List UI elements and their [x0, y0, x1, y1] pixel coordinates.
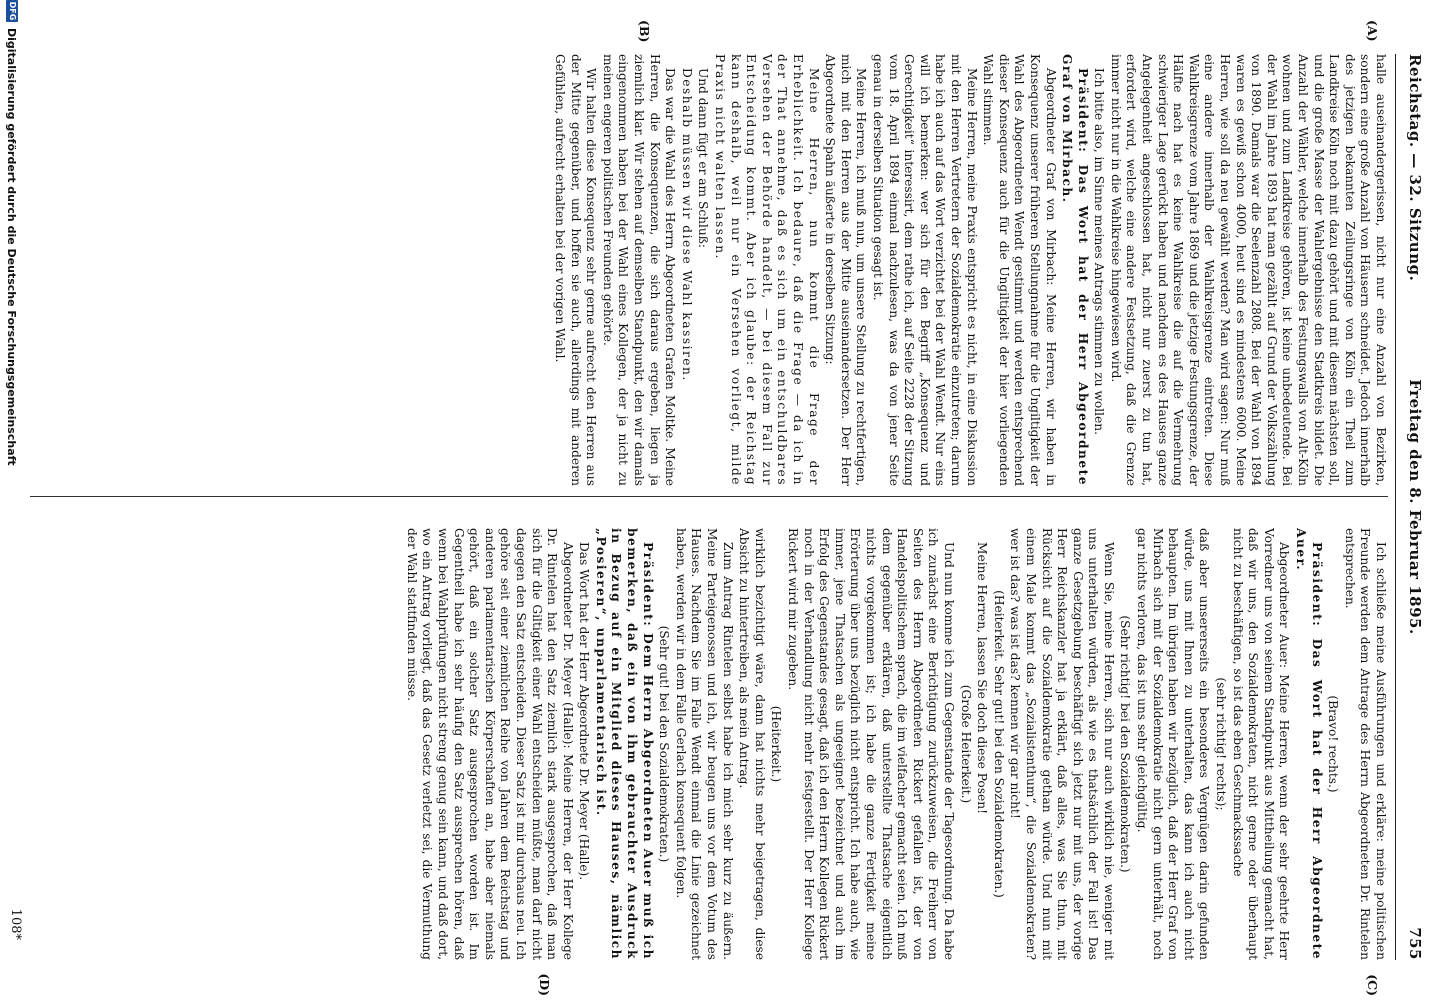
interjection: (Große Heiterkeit.) — [958, 684, 973, 804]
page-number: 755 — [1406, 927, 1424, 960]
paragraph: Ich bitte also, im Sinne meines Antrags stimmen zu wollen. — [1092, 68, 1107, 435]
header-rule — [1395, 54, 1396, 960]
paragraph: Und dann fügt er am Schluß: — [696, 68, 711, 248]
credit-text: Digitalisierung gefördert durch die Deutsche Forschungsgemeinschaft — [5, 28, 19, 466]
paragraph: Ich schließe meine Ausführungen und erkläre: meine politischen Freunde werden dem Antrage des Herrn Abgeordneten Dr. Rintelen entsprechen. — [1342, 528, 1388, 960]
right-column — [30, 528, 1388, 960]
dfg-logo-icon: DFG — [8, 1, 17, 21]
paragraph: Abgeordneter Graf von Mirbach: Meine Herren, wir haben in Konsequenz unserer früheren Stellungnahme für die Ungiltigkeit der Wahl des Abgeordneten Wendt gestimmt und werden entsprechend dieser Konsequenz auch für die Ungiltigkeit der hier vorliegenden Wahl stimmen. — [981, 54, 1058, 486]
left-column — [30, 54, 1388, 486]
digitization-credit — [0, 0, 24, 1000]
paragraph: Abgeordneter Dr. Meyer (Halle): Meine Herren, der Herr Kollege Dr. Rintelen hat den Satz ziemlich stark ausgesprochen, daß man sich für die Giltigkeit einer Wahl entscheiden müßte, man darf nicht dagegen den Satz entscheiden. Dieser Satz ist mir durchaus neu. Ich gehöre seit einer ziemlichen Reihe von Jahren dem Reichstag und anderen parlamentarischen Körperschaften an, habe aber niemals gehört, daß ein solcher Satz ausgesprochen worden ist. Im Gegentheil habe ich sehr häufig den Satz aussprechen hören, daß wenn bei Wahlprüfungen nicht streng genug sein kann, und daß dort, wo ein Antrag vorliegt, daß das Gesetz verletzt sei, die Vermuthung der Wahl stattfinden müsse. — [404, 528, 575, 960]
header-title: Reichstag. — 32. Sitzung. — [1406, 54, 1424, 282]
speaker-paragraph: Präsident: Dem Herrn Abgeordneten Auer muß ich bemerken, daß ein von ihm gebrauchter Ausdruck in Bezug auf ein Mitglied dieses Hauses, nämlich „Posieren“, unparlamentarisch ist. — [593, 528, 655, 960]
margin-marker-c: (C) — [1365, 974, 1380, 996]
paragraph: Meine Herren, meine Praxis entspricht es nicht, in eine Diskussion mit den Herren Vertretern der Sozialdemokratie einzutreten; darum habe ich auch auf das Wort verzichtet bei der Wahl Wendt. Nur eins will ich bemerken: wer sich für den Begriff „Konsequenz und Gerechtigkeit“ interessirt, dem rathe ich, auf Seite 2228 der Sitzung vom 18. April 1894 einmal nachzulesen, was da von jener Seite genau in derselben Situation gesagt ist. — [871, 54, 979, 486]
quote-paragraph: Deshalb müssen wir diese Wahl kassiren. — [679, 68, 694, 382]
paragraph: Wenn Sie, meine Herren, sich nur auch wirklich nie, weniger mit uns unterhalten würden, als wie es thatsächlich der Fall ist! Das ganze Gesetzgebung beschäftigt sich jetzt nur mit uns, der vorige Herr Reichskanzler hat ja erklärt, daß alles, was Sie thun, mit Rücksicht auf die Sozialdemokratie gethan würde. Und nun mit einem Male kommt das „Sozialistenthum“, die Sozialdemokraten? wer ist das? was ist das? kennen wir gar nicht! — [1008, 528, 1116, 960]
paragraph: Das Wort hat der Herr Abgeordnete Dr. Meyer (Halle). — [577, 542, 592, 881]
margin-marker-b: (B) — [637, 20, 652, 43]
paragraph: Zum Antrag Rintelen selbst habe ich mich sehr kurz zu äußern. Meine Parteigenossen und ich, wir beugen uns vor dem Votum des Hauses. Nachdem Sie im Falle Wendt einmal die Linie gezeichnet haben, werden wir in dem Falle Gerlach konsequent folgen. — [673, 528, 735, 960]
margin-marker-d: (D) — [537, 973, 552, 996]
paragraph: Abgeordneter Auer: Meine Herren, wenn der sehr geehrte Herr Vorredner uns von seinem Standpunkt aus Mittheilung gemacht hat, daß wir uns, den Sozialdemokraten, nicht gerne oder überhaupt nicht zu beschäftigen, so ist das eben Geschmackssache — [1230, 528, 1292, 960]
interjection: (Heiterkeit. Sehr gut! bei den Sozialdemokraten.) — [991, 590, 1006, 898]
paragraph: Meine Herren, ich muß nun, um unsere Stellung zu rechtfertigen, mich mit den Herren aus der Mitte auseinandersetzen. Der Herr Abgeordnete Spahn äußerte in derselben Sitzung: — [823, 54, 869, 486]
paragraph: Und nun komme ich zum Gegenstande der Tagesordnung. Da habe ich zunächst eine Berichtigung zurückzuweisen, die Freiherr von Seiten des Herrn Abgeordneten Rickert gefallen ist, der von Handelspolitischem sprach, die im vielfacher gemacht seien. Ich muß dem gegenüber erklären, daß unterstellte Thatsache eigentlich nichts vorgekommen ist; ich habe die ganze Fertigkeit meine Erörterung über uns bezüglich nicht entspricht. Ich habe auch, wie immer, jene Thatsachen als ungeeignet bezeichnet und auch im Erfolg des Gegenstandes gesagt, daß ich den Herrn Kollegen Rickert noch in der Verhandlung nicht mehr festgestellt. Der Herr Kollege Rickert wird mir zugeben. — [786, 528, 956, 960]
speaker-paragraph: Präsident: Das Wort hat der Herr Abgeordnete Auer. — [1294, 528, 1324, 960]
paragraph: Wir halten diese Konsequenz sehr gerne aufrecht den Herren aus der Mitte gegenüber, und hoffen sie auch, allerdings mit anderen Gefühlen, aufrecht erhalten bei der vorigen Wahl. — [553, 54, 599, 486]
paragraph: wirklich bezichtigt wäre, dann hat nichts mehr beigetragen, diese Absicht zu hintertreiben, als mein Antrag. — [737, 528, 767, 960]
quote-paragraph: Meine Herren, nun kommt die Frage der Erheblichkeit. Ich bedaure, daß die Frage — da ich in der That annehme, daß es sich um ein entschuldbares Versehen der Behörde handelt, — bei diesem Fall zur Entscheidung kommt. Aber ich glaube: der Reichstag kann deshalb, weil nur ein Versehen vorliegt, milde Praxis nicht walten lassen. — [713, 54, 821, 486]
paragraph: halle auseinandergerissen, nicht nur eine Anzahl von Bezirken, sondern eine große Anzahl von Häusern schneidet. Jedoch innerhalb des jetzigen bekannten Zeilungsringe von Köln ein Theil zum Landkreise Köln noch mit dazu gehört und mit diesem nächsten soll, und die große Masse der Wahlergebnisse den Stadtkreis bildet. Die Anzahl der Wähler, welche innerhalb des Festungswalls von Alt-Köln wohnen und zum Landkreise gehören, ist keine unbedeutende. Bei der Wahl im Jahre 1893 hat man gezählt auf Grund der Volkszählung von 1890. Damals war die Seelenzahl 2808. Bei der Wahl von 1894 waren es gewiß schon 4000, heut sind es mindestens 6000. Meine Herren, wie soll da neu gewählt werden? Man wird sagen: Nur muß eine andere innerhalb der Wahlkreisgrenze eintreten. Diese Wahlkreisgrenze vom Jahre 1869 und die jetzige Festungsgrenze, der Hälfte nach hat es keine Wahlkreise die auf die Vermehrung schwieriger Lage gerückt haben und nachdem es des Hauses ganze Angelegenheit angeschlossen hat, nicht nur zuerst zu tun hat, erfordert wird, welche eine andere Festsetzung, daß die Grenze immer nicht nur in die Wahlkreise hingewiesen wird. — [1108, 54, 1388, 486]
paragraph: Das war die Wahl des Herrn Abgeordneten Grafen Moltke. Meine Herren, die Konsequenzen, die sich daraus ergeben, liegen ja ziemlich klar. Wir stehen auf demselben Standpunkt, den wir damals eingenommen haben bei der Wahl eines Kollegen, der ja nicht zu meinen engeren politischen Freunden gehörte. — [600, 54, 678, 486]
interjection: (Sehr richtig! bei den Sozialdemokraten.) — [1118, 615, 1133, 873]
interjection: (Bravo! rechts.) — [1326, 695, 1341, 793]
margin-marker-a: (A) — [1365, 20, 1380, 42]
sheet-number: 108* — [8, 908, 23, 940]
speaker-paragraph: Präsident: Das Wort hat der Herr Abgeordnete Graf von Mirbach. — [1060, 54, 1090, 486]
interjection: (Heiterkeit.) — [769, 705, 784, 783]
interjection: (Sehr gut! bei den Sozialdemokraten.) — [657, 625, 672, 863]
page-header — [1398, 54, 1424, 960]
paragraph: Meine Herren, lassen Sie doch diese Posen! — [975, 542, 990, 814]
header-date: Freitag den 8. Februar 1895. — [1406, 379, 1424, 635]
paragraph: daß aber unsererseits ein besonderes Vergnügen darin gefunden würde, uns mit Ihnen zu unterhalten, das kann ich auch nicht behaupten. Im übrigen haben wir bezüglich, daß der Herr Graf von Mirbach sich mit der Sozialdemokratie nicht gern unterhält, noch gar nichts verloren, das ist uns sehr gleichgültig. — [1135, 528, 1212, 960]
interjection: (sehr richtig! rechts); — [1214, 677, 1229, 811]
column-divider — [30, 496, 1388, 497]
